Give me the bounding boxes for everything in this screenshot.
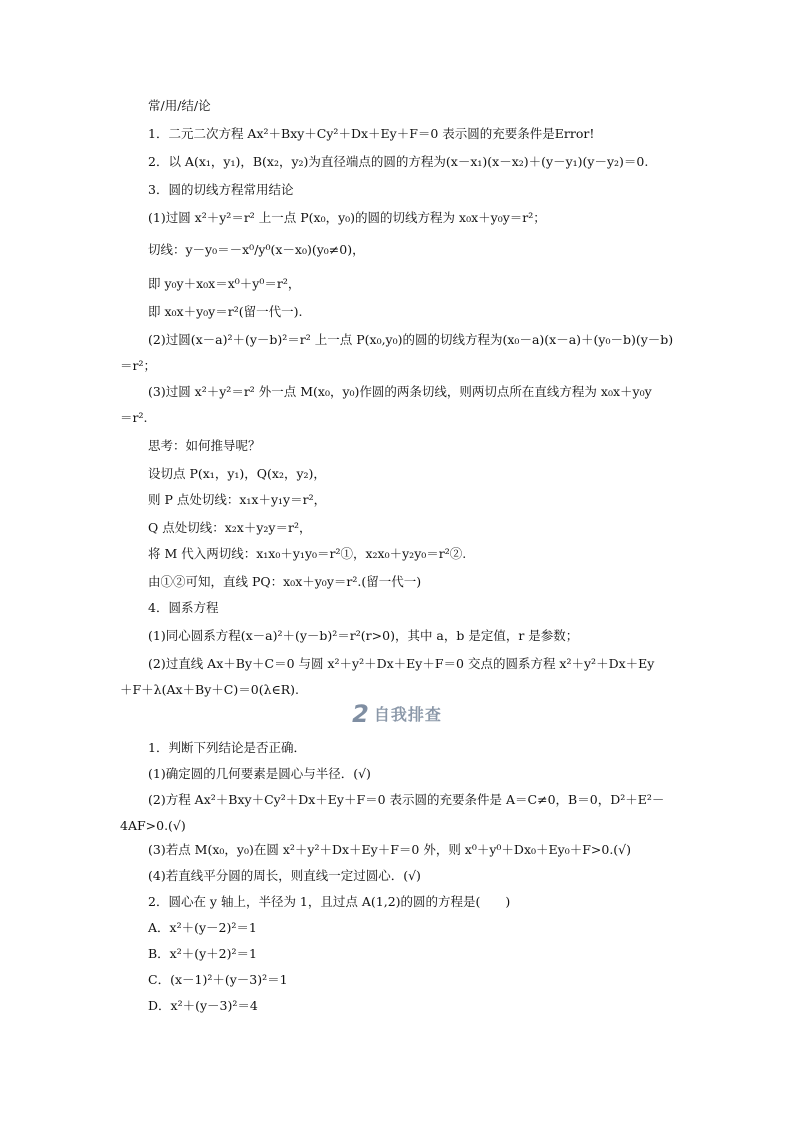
- option-line: C．(x－1)²＋(y－3)²＝1: [148, 972, 288, 987]
- heading: 常/用/结/论: [148, 98, 211, 113]
- text-line: (2)方程 Ax²＋Bxy＋Cy²＋Dx＋Ey＋F＝0 表示圆的充要条件是 A＝C≠0，B＝0，D²＋E²－: [148, 792, 665, 807]
- text-line: 2．圆心在 y 轴上，半径为 1，且过点 A(1,2)的圆的方程是( ): [148, 894, 511, 909]
- text-line: (3)过圆 x²＋y²＝r² 外一点 M(x₀，y₀)作圆的两条切线，则两切点所在直线方程为 x₀x＋y₀y: [148, 384, 652, 399]
- text-line: ＝r²；: [120, 358, 156, 373]
- text-line: 思考：如何推导呢？: [148, 438, 261, 453]
- text-line: (3)若点 M(x₀，y₀)在圆 x²＋y²＋Dx＋Ey＋F＝0 外，则 x⁰＋y⁰＋Dx₀＋Ey₀＋F>0.(√): [148, 842, 632, 857]
- text-line: (1)过圆 x²＋y²＝r² 上一点 P(x₀，y₀)的圆的切线方程为 x₀x＋y₀y＝r²；: [148, 210, 546, 225]
- text-line: 3．圆的切线方程常用结论: [148, 182, 294, 197]
- text-line: 1．二元二次方程 Ax²＋Bxy＋Cy²＋Dx＋Ey＋F＝0 表示圆的充要条件是Error!: [148, 126, 595, 141]
- text-line: (4)若直线平分圆的周长，则直线一定过圆心．(√): [148, 868, 421, 883]
- option-line: D．x²＋(y－3)²＝4: [148, 998, 258, 1013]
- option-line: B．x²＋(y＋2)²＝1: [148, 946, 257, 961]
- text-line: 由①②可知，直线 PQ：x₀x＋y₀y＝r².(留一代一): [148, 574, 422, 589]
- text-line: 则 P 点处切线：x₁x＋y₁y＝r²，: [148, 492, 327, 507]
- section-title: 自我排查: [373, 705, 442, 724]
- option-line: A．x²＋(y－2)²＝1: [148, 920, 257, 935]
- text-line: Q 点处切线：x₂x＋y₂y＝r²，: [148, 520, 312, 535]
- text-line: ＋F＋λ(Ax＋By＋C)＝0(λ∈R).: [120, 682, 300, 697]
- text-line: 切线：y－y₀＝－x⁰/y⁰(x－x₀)(y₀≠0)，: [148, 242, 365, 257]
- section-header: [0, 700, 794, 728]
- text-line: 即 x₀x＋y₀y＝r²(留一代一).: [148, 304, 303, 319]
- text-line: 将 M 代入两切线：x₁x₀＋y₁y₀＝r²①，x₂x₀＋y₂y₀＝r²②.: [148, 546, 467, 561]
- text-line: 2．以 A(x₁，y₁)，B(x₂，y₂)为直径端点的圆的方程为(x－x₁)(x－x₂)＋(y－y₁)(y－y₂)＝0.: [148, 154, 649, 169]
- text-line: (2)过圆(x－a)²＋(y－b)²＝r² 上一点 P(x₀,y₀)的圆的切线方程为(x₀－a)(x－a)＋(y₀－b)(y－b): [148, 332, 674, 347]
- text-line: 设切点 P(x₁，y₁)，Q(x₂，y₂)，: [148, 466, 326, 481]
- text-line: 4AF>0.(√): [120, 818, 186, 833]
- text-line: 4．圆系方程: [148, 600, 219, 615]
- text-line: (1)确定圆的几何要素是圆心与半径．(√): [148, 766, 371, 781]
- text-line: 1．判断下列结论是否正确．: [148, 740, 306, 755]
- text-line: 即 y₀y＋x₀x＝x⁰＋y⁰＝r²，: [148, 276, 301, 291]
- section-number: 2: [352, 700, 369, 728]
- text-line: ＝r².: [120, 410, 148, 425]
- text-line: (1)同心圆系方程(x－a)²＋(y－b)²＝r²(r>0)，其中 a，b 是定值，r 是参数；: [148, 628, 579, 643]
- text-line: (2)过直线 Ax＋By＋C＝0 与圆 x²＋y²＋Dx＋Ey＋F＝0 交点的圆系方程 x²＋y²＋Dx＋Ey: [148, 656, 655, 671]
